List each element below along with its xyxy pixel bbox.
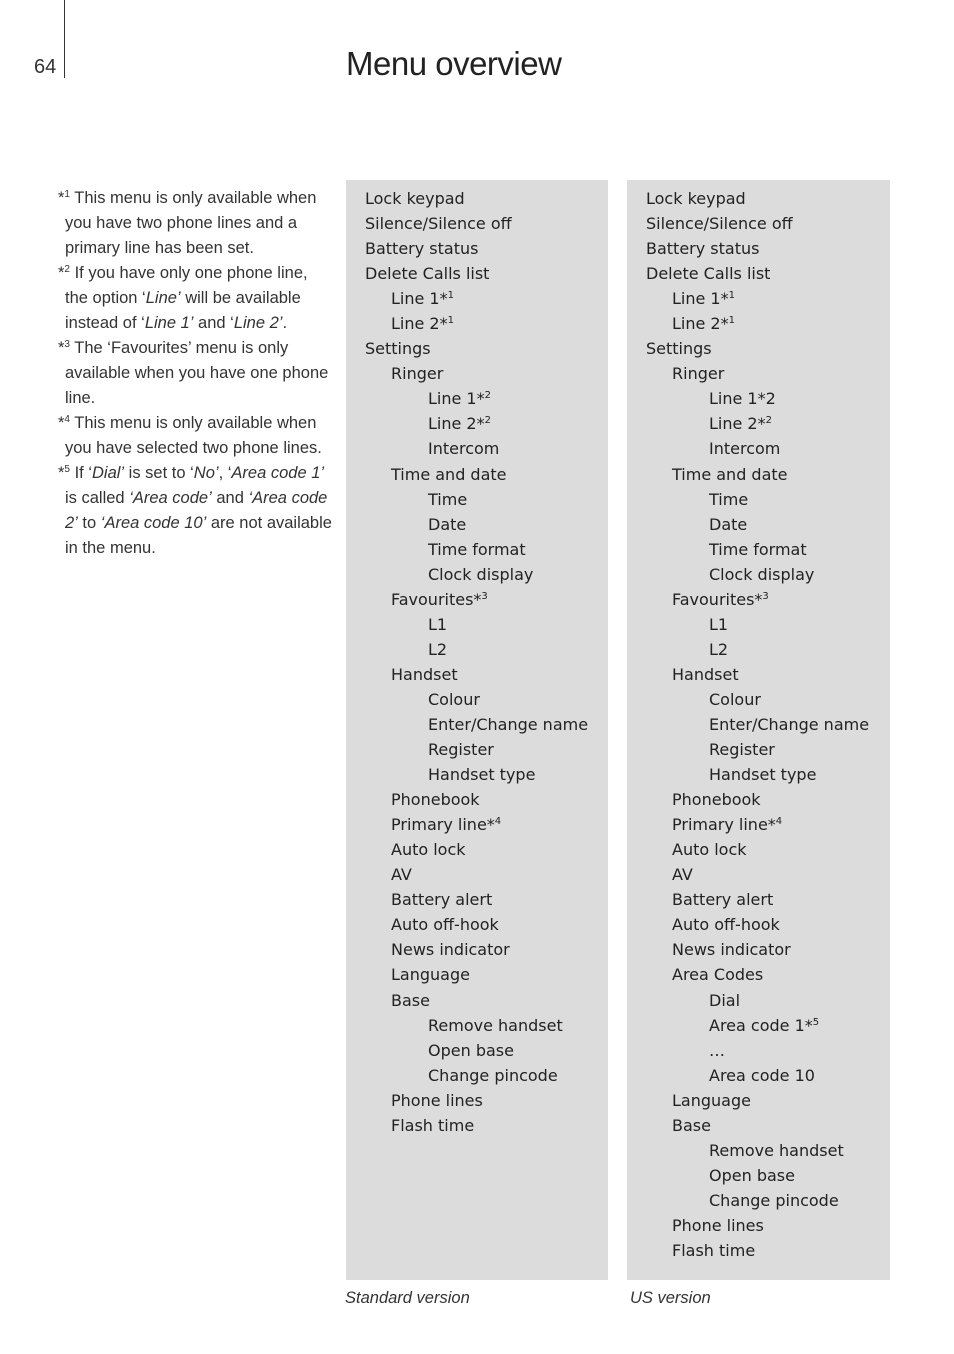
menu-item <box>346 487 608 512</box>
menu-item <box>346 587 608 612</box>
menu-item <box>627 1238 890 1263</box>
menu-item-label: Base <box>391 990 430 1010</box>
menu-item-label: Flash time <box>672 1240 756 1260</box>
menu-item-label: Line 1* <box>428 389 485 409</box>
menu-item-label: Language <box>391 965 470 985</box>
menu-item <box>627 462 890 487</box>
footnote-reference: 2 <box>484 415 491 427</box>
footnote-text: ‘Area code’ <box>129 489 212 507</box>
menu-item-label: Clock display <box>428 564 534 584</box>
footnote-reference: 2 <box>765 415 772 427</box>
menu-item-label: Time and date <box>672 464 788 484</box>
footnote-text: No’ <box>193 464 219 482</box>
menu-item <box>346 837 608 862</box>
menu-item-label: Lock keypad <box>646 189 746 208</box>
menu-item <box>627 1213 890 1238</box>
menu-item <box>627 612 890 637</box>
menu-item <box>346 562 608 587</box>
menu-item-label: Primary line* <box>391 815 495 835</box>
menu-item <box>346 812 608 837</box>
menu-item-label: Line 1* <box>672 289 729 309</box>
footnote-number: 2 <box>64 264 70 275</box>
menu-item-label: Battery alert <box>391 890 493 910</box>
menu-item-label: Register <box>428 740 494 760</box>
menu-item-label: Remove handset <box>709 1140 844 1160</box>
footnote-1 <box>58 186 333 261</box>
menu-item-label: L1 <box>709 614 729 634</box>
menu-item-label: AV <box>391 865 412 885</box>
menu-item-label: Settings <box>365 339 431 359</box>
menu-item <box>346 1088 608 1113</box>
menu-item <box>346 462 608 487</box>
footnote-reference: 1 <box>728 290 735 302</box>
menu-item <box>346 411 608 436</box>
menu-item-label: Enter/Change name <box>428 714 589 734</box>
standard-menu-panel <box>346 180 608 1280</box>
menu-item <box>346 211 608 236</box>
footnote-text: Area code 1’ <box>231 464 325 482</box>
menu-item <box>346 1013 608 1038</box>
footnote-reference: 2 <box>484 390 491 402</box>
menu-item-label: Delete Calls list <box>646 264 771 284</box>
menu-item-label: Remove handset <box>428 1015 563 1035</box>
menu-item-label: Ringer <box>391 364 444 384</box>
menu-item-label: Time <box>428 489 468 509</box>
margin-rule <box>64 0 65 78</box>
footnote-text: to <box>77 514 101 532</box>
menu-item-label: Silence/Silence off <box>646 214 793 234</box>
menu-item <box>627 311 890 336</box>
footnote-reference: 1 <box>447 290 454 302</box>
footnote-text: ‘Area code 10’ <box>100 514 207 532</box>
footnote-text: . <box>282 314 288 332</box>
footnote-reference: 1 <box>728 315 735 327</box>
footnote-mark: * <box>58 414 65 432</box>
menu-item-label: AV <box>672 865 693 885</box>
footnote-number: 5 <box>64 464 70 475</box>
menu-item-label: Line 2* <box>709 414 766 434</box>
footnote-reference: 3 <box>481 590 488 602</box>
menu-item <box>627 1163 890 1188</box>
menu-item-label: Dial <box>709 990 741 1010</box>
menu-item <box>346 912 608 937</box>
menu-item <box>346 862 608 887</box>
menu-item <box>627 912 890 937</box>
menu-item <box>346 737 608 762</box>
menu-item <box>627 988 890 1013</box>
menu-item <box>627 186 890 211</box>
menu-item <box>346 361 608 386</box>
menu-item-label: L2 <box>709 639 729 659</box>
menu-item-label: Line 2* <box>428 414 485 434</box>
menu-item <box>627 1063 890 1088</box>
standard-version-caption: Standard version <box>345 1289 470 1307</box>
menu-item <box>346 261 608 286</box>
menu-item-label: Time format <box>709 539 807 559</box>
footnote-text: and <box>211 489 249 507</box>
menu-item-label: Clock display <box>709 564 815 584</box>
menu-item <box>627 211 890 236</box>
menu-item-label: Handset type <box>428 765 536 785</box>
menu-item <box>346 336 608 361</box>
menu-item <box>346 537 608 562</box>
footnote-text: Line’ <box>145 289 181 307</box>
menu-item-label: Battery status <box>646 239 760 259</box>
menu-item-label: Flash time <box>391 1115 475 1135</box>
footnote-2 <box>58 261 333 336</box>
menu-item <box>627 1113 890 1138</box>
menu-item-label: Settings <box>646 339 712 359</box>
menu-item <box>627 962 890 987</box>
footnote-text: is set to ‘ <box>124 464 194 482</box>
menu-item-label: Favourites* <box>672 589 763 609</box>
footnote-text: If ‘ <box>69 464 92 482</box>
menu-item <box>627 386 890 411</box>
menu-item <box>627 487 890 512</box>
menu-item <box>627 762 890 787</box>
menu-item-label: L2 <box>428 639 448 659</box>
menu-item <box>627 937 890 962</box>
menu-item-label: Auto off-hook <box>672 915 780 935</box>
menu-item <box>627 436 890 461</box>
menu-item <box>346 436 608 461</box>
footnote-text: , ‘ <box>218 464 232 482</box>
menu-item <box>346 887 608 912</box>
menu-item <box>627 737 890 762</box>
us-version-caption: US version <box>630 1289 711 1307</box>
menu-item-label: Change pincode <box>709 1190 839 1210</box>
footnote-text: Line 1’ <box>144 314 194 332</box>
footnote-3 <box>58 336 333 411</box>
menu-item <box>346 988 608 1013</box>
menu-item-label: Auto off-hook <box>391 915 499 935</box>
menu-item-label: Battery status <box>365 239 479 259</box>
menu-item <box>346 286 608 311</box>
menu-item <box>627 837 890 862</box>
menu-item <box>627 411 890 436</box>
menu-item-label: Language <box>672 1090 751 1110</box>
menu-item-label: Change pincode <box>428 1065 558 1085</box>
menu-item-label: Time and date <box>391 464 507 484</box>
menu-item-label: Auto lock <box>672 840 747 860</box>
menu-item-label: L1 <box>428 614 448 634</box>
menu-item <box>346 1113 608 1138</box>
menu-item-label: Line 2* <box>672 314 729 334</box>
footnote-reference: 3 <box>762 590 769 602</box>
menu-item-label: Colour <box>428 689 480 709</box>
footnote-text: and ‘ <box>193 314 234 332</box>
menu-item <box>627 512 890 537</box>
menu-item <box>346 937 608 962</box>
menu-item <box>627 261 890 286</box>
footnote-text: are not available in the menu. <box>65 514 332 557</box>
menu-item <box>627 812 890 837</box>
menu-item-label: Area Codes <box>672 965 764 985</box>
footnote-mark: * <box>58 464 65 482</box>
menu-item <box>346 787 608 812</box>
menu-item <box>627 887 890 912</box>
menu-item <box>346 612 608 637</box>
menu-item-label: Primary line* <box>672 815 776 835</box>
menu-item <box>627 286 890 311</box>
footnote-text: Dial’ <box>92 464 125 482</box>
menu-item <box>627 236 890 261</box>
footnote-text: ‘Area code 2’ <box>65 489 328 532</box>
footnote-text: will be available instead of ‘ <box>65 289 301 332</box>
menu-item <box>627 1088 890 1113</box>
menu-item <box>627 712 890 737</box>
menu-item <box>627 1188 890 1213</box>
menu-item <box>627 862 890 887</box>
menu-item-label: News indicator <box>391 940 510 960</box>
menu-item-label: Enter/Change name <box>709 714 870 734</box>
footnote-4 <box>58 411 333 461</box>
menu-item <box>346 1038 608 1063</box>
menu-item <box>627 336 890 361</box>
menu-item-label: Battery alert <box>672 890 774 910</box>
menu-item-label: News indicator <box>672 940 791 960</box>
footnote-number: 3 <box>64 339 70 350</box>
menu-item-label: Time format <box>428 539 526 559</box>
menu-item-label: Phonebook <box>672 790 761 810</box>
menu-item-label: Handset type <box>709 765 817 785</box>
footnote-text: Line 2’ <box>233 314 283 332</box>
menu-item <box>346 236 608 261</box>
footnote-text: If you have only one phone line, the option ‘ <box>65 264 308 307</box>
menu-item-label: Line 1*2 <box>709 389 776 409</box>
menu-item-label: Delete Calls list <box>365 264 490 284</box>
menu-item-label: Area code 10 <box>709 1065 815 1085</box>
menu-item-label: Handset <box>672 664 739 684</box>
menu-item <box>627 537 890 562</box>
menu-item-label: Intercom <box>428 439 500 459</box>
menu-item <box>346 311 608 336</box>
menu-item-label: Line 1* <box>391 289 448 309</box>
footnote-number: 1 <box>64 189 70 200</box>
menu-item <box>346 386 608 411</box>
footnote-mark: * <box>58 339 65 357</box>
menu-item <box>346 1063 608 1088</box>
menu-item-label: Intercom <box>709 439 781 459</box>
footnote-5 <box>58 461 333 561</box>
menu-item <box>627 687 890 712</box>
menu-item <box>627 1013 890 1038</box>
menu-item <box>346 662 608 687</box>
menu-item <box>627 361 890 386</box>
menu-item-label: Phonebook <box>391 790 480 810</box>
menu-item-label: Area code 1* <box>709 1015 813 1035</box>
footnote-text: The ‘Favourites’ menu is only available when you have one phone line. <box>65 339 329 407</box>
footnote-text: This menu is only available when you have two phone lines and a primary line has been set. <box>65 189 317 257</box>
menu-item <box>627 1038 890 1063</box>
footnote-mark: * <box>58 189 65 207</box>
menu-item <box>346 186 608 211</box>
menu-item <box>627 1138 890 1163</box>
menu-item <box>346 637 608 662</box>
menu-item <box>346 762 608 787</box>
menu-item <box>346 962 608 987</box>
menu-item-label: Date <box>428 514 467 534</box>
footnote-number: 4 <box>64 414 70 425</box>
page-number: 64 <box>34 56 57 78</box>
menu-item-label: Time <box>709 489 749 509</box>
menu-item-label: Register <box>709 740 775 760</box>
menu-item-label: Phone lines <box>672 1215 764 1235</box>
menu-item <box>627 787 890 812</box>
footnote-reference: 5 <box>812 1016 820 1028</box>
menu-item-label: Ringer <box>672 364 725 384</box>
menu-item <box>627 662 890 687</box>
menu-item <box>627 587 890 612</box>
menu-item-label: Open base <box>709 1165 795 1185</box>
menu-item <box>346 712 608 737</box>
footnote-mark: * <box>58 264 65 282</box>
menu-item-label: Lock keypad <box>365 189 465 208</box>
footnote-text: This menu is only available when you have selected two phone lines. <box>65 414 322 457</box>
menu-item-label: Phone lines <box>391 1090 483 1110</box>
menu-item <box>627 562 890 587</box>
footnote-text: is called <box>65 489 130 507</box>
menu-item-label: Favourites* <box>391 589 482 609</box>
menu-item-label: Colour <box>709 689 761 709</box>
us-menu-panel <box>627 180 890 1280</box>
menu-item-label: Silence/Silence off <box>365 214 512 234</box>
footnote-reference: 4 <box>775 816 783 828</box>
menu-item <box>346 512 608 537</box>
menu-item <box>346 687 608 712</box>
menu-item-label: … <box>709 1040 725 1060</box>
menu-item <box>627 637 890 662</box>
footnote-reference: 1 <box>447 315 454 327</box>
footnote-reference: 4 <box>494 816 502 828</box>
menu-item-label: Handset <box>391 664 458 684</box>
menu-item-label: Open base <box>428 1040 514 1060</box>
menu-item-label: Base <box>672 1115 711 1135</box>
menu-item-label: Date <box>709 514 748 534</box>
page-title: Menu overview <box>346 45 562 82</box>
footnotes <box>58 186 333 561</box>
menu-item-label: Auto lock <box>391 840 466 860</box>
menu-item-label: Line 2* <box>391 314 448 334</box>
